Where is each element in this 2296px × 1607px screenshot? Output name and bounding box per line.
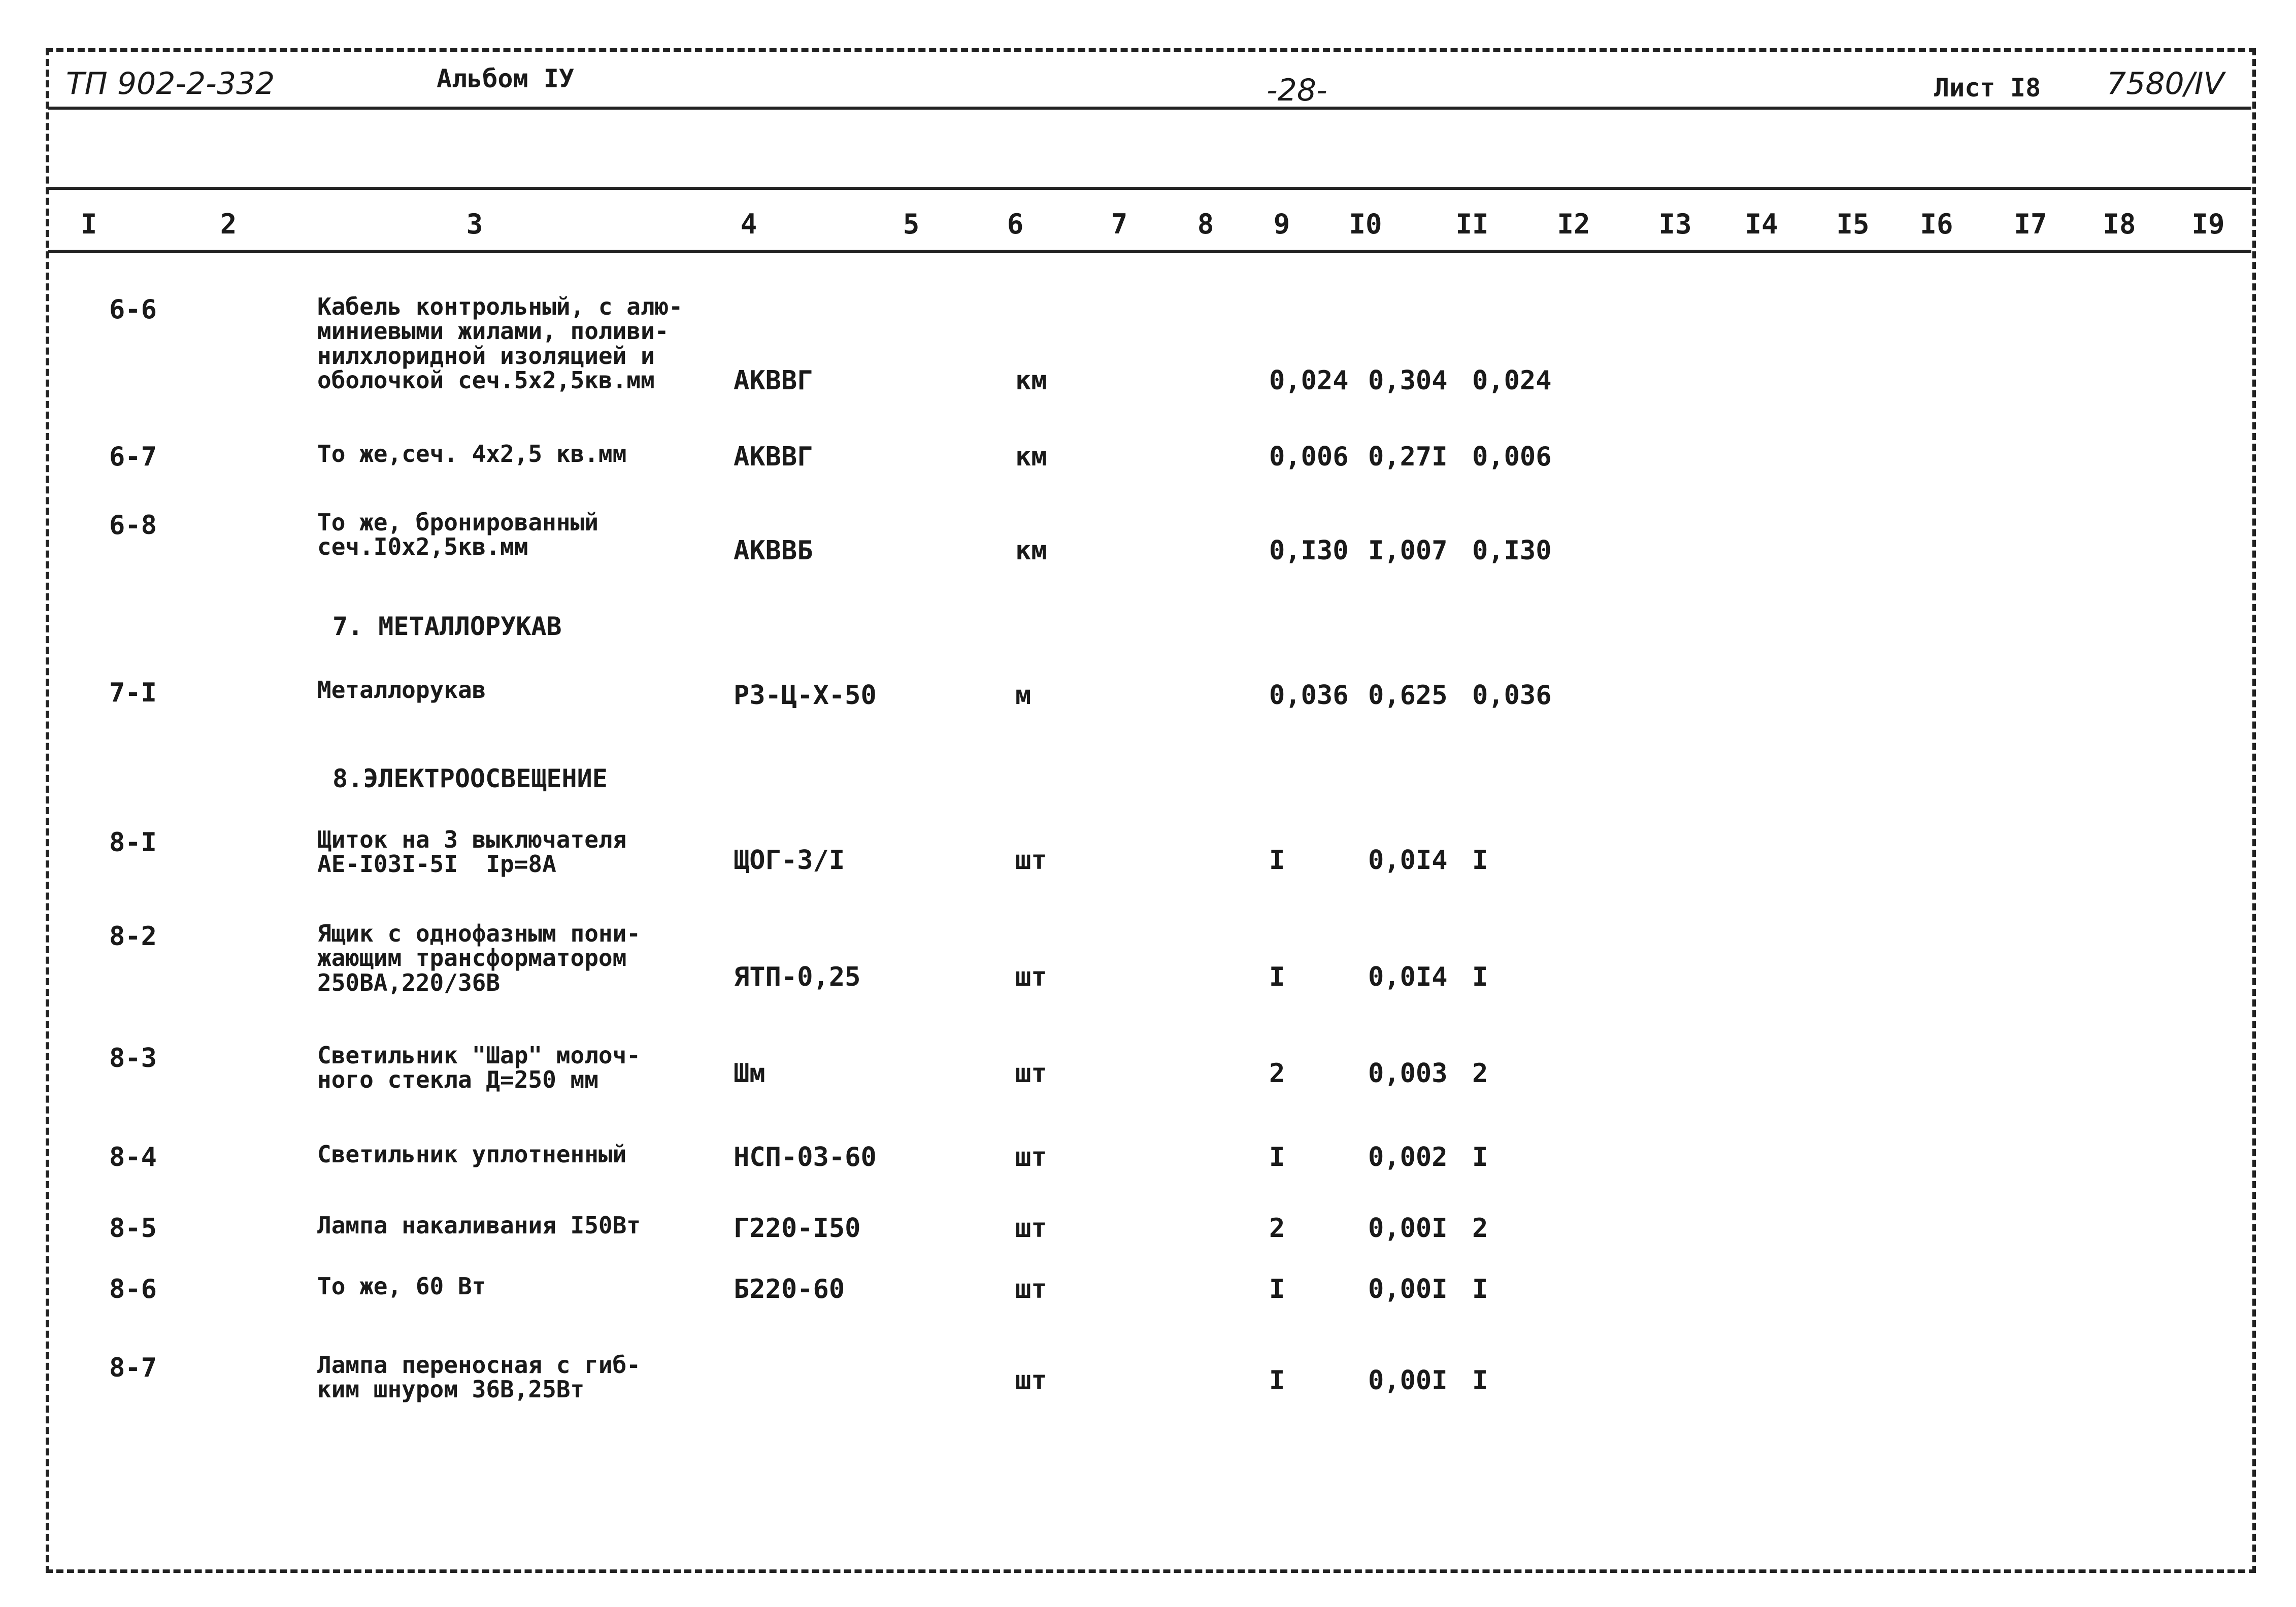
row-unit: км bbox=[1015, 365, 1047, 396]
row-unit: шт bbox=[1015, 1142, 1047, 1173]
column-number: 3 bbox=[466, 208, 483, 240]
column-number: 6 bbox=[1007, 208, 1024, 240]
row-col9: I bbox=[1269, 1142, 1285, 1173]
row-mark: АКВВГ bbox=[734, 365, 813, 396]
column-number: I2 bbox=[1557, 208, 1590, 240]
row-col9: I bbox=[1269, 1365, 1285, 1396]
column-number: I0 bbox=[1349, 208, 1382, 240]
row-code: 8-7 bbox=[109, 1353, 157, 1383]
row-description: Ящик с однофазным пони- жающим трансформатором 250ВА,220/36В bbox=[317, 920, 641, 996]
row-code: 8-2 bbox=[109, 921, 157, 952]
row-code: 8-5 bbox=[109, 1213, 157, 1244]
column-number: I6 bbox=[1920, 208, 1953, 240]
row-col9: I bbox=[1269, 1274, 1285, 1304]
row-unit: шт bbox=[1015, 845, 1047, 876]
row-col11: I bbox=[1472, 1142, 1488, 1173]
row-code: 8-3 bbox=[109, 1043, 157, 1074]
row-mark: ЯТП-0,25 bbox=[734, 962, 861, 992]
sheet-label: Лист bbox=[1934, 73, 1995, 103]
section-title-8: 8.ЭЛЕКТРООСВЕЩЕНИЕ bbox=[332, 764, 608, 793]
row-col9: 0,006 bbox=[1269, 442, 1349, 472]
row-description: То же, бронированный сеч.I0х2,5кв.мм bbox=[317, 509, 598, 561]
row-mark: ЩОГ-3/I bbox=[734, 845, 845, 876]
row-code: 8-6 bbox=[109, 1274, 157, 1304]
column-number: I3 bbox=[1658, 208, 1692, 240]
header-top-rule bbox=[48, 187, 2251, 190]
row-code: 8-4 bbox=[109, 1142, 157, 1173]
row-description: То же, 60 Вт bbox=[317, 1273, 486, 1300]
row-col10: 0,002 bbox=[1368, 1142, 1448, 1173]
row-code: 7-I bbox=[109, 678, 157, 708]
row-col9: 2 bbox=[1269, 1213, 1285, 1244]
row-col10: 0,0I4 bbox=[1368, 962, 1448, 992]
row-code: 8-I bbox=[109, 827, 157, 858]
row-col10: 0,00I bbox=[1368, 1213, 1448, 1244]
row-col11: 0,024 bbox=[1472, 365, 1552, 396]
row-col9: 0,024 bbox=[1269, 365, 1349, 396]
row-col10: 0,003 bbox=[1368, 1058, 1448, 1089]
column-number: 5 bbox=[903, 208, 920, 240]
row-col11: I bbox=[1472, 962, 1488, 992]
row-code: 6-7 bbox=[109, 442, 157, 472]
row-mark: Шм bbox=[734, 1058, 766, 1089]
row-col9: 0,036 bbox=[1269, 680, 1349, 711]
row-mark: АКВВБ bbox=[734, 535, 813, 566]
column-number: 7 bbox=[1111, 208, 1128, 240]
row-col10: 0,0I4 bbox=[1368, 845, 1448, 876]
outer-frame bbox=[46, 48, 2256, 1573]
row-description: Щиток на 3 выключателя АЕ-I03I-5I Iр=8А bbox=[317, 826, 627, 878]
column-number: I bbox=[80, 208, 97, 240]
section-title-7: 7. МЕТАЛЛОРУКАВ bbox=[332, 612, 562, 641]
row-unit: шт bbox=[1015, 1213, 1047, 1244]
row-col11: I bbox=[1472, 1274, 1488, 1304]
row-col11: 0,036 bbox=[1472, 680, 1552, 711]
row-unit: шт bbox=[1015, 1365, 1047, 1396]
row-mark: АКВВГ bbox=[734, 442, 813, 472]
row-col9: I bbox=[1269, 845, 1285, 876]
row-mark: Г220-I50 bbox=[734, 1213, 861, 1244]
row-mark: Р3-Ц-Х-50 bbox=[734, 680, 877, 711]
row-description: Лампа переносная с гиб- ким шнуром 36В,25Вт bbox=[317, 1351, 641, 1403]
row-unit: м bbox=[1015, 680, 1031, 711]
row-description: Лампа накаливания I50Вт bbox=[317, 1212, 641, 1239]
row-mark: Б220-60 bbox=[734, 1274, 845, 1304]
row-col11: 0,I30 bbox=[1472, 535, 1552, 566]
row-col11: I bbox=[1472, 845, 1488, 876]
doc-code: ТП 902-2-332 bbox=[66, 66, 275, 102]
header-bottom-rule bbox=[48, 250, 2251, 253]
row-unit: шт bbox=[1015, 1058, 1047, 1089]
row-description: Светильник уплотненный bbox=[317, 1141, 627, 1168]
column-number: II bbox=[1455, 208, 1489, 240]
column-number: 8 bbox=[1197, 208, 1214, 240]
sheet-number: I8 bbox=[2010, 73, 2041, 103]
column-number: I7 bbox=[2014, 208, 2047, 240]
row-col10: 0,00I bbox=[1368, 1274, 1448, 1304]
album-label: Альбом IУ bbox=[437, 64, 574, 93]
column-number: 4 bbox=[740, 208, 757, 240]
row-col10: I,007 bbox=[1368, 535, 1448, 566]
row-unit: км bbox=[1015, 442, 1047, 472]
row-description: Кабель контрольный, с алю- миниевыми жилами, поливи- нилхлоридной изоляцией и оболочкой сеч.5х2,5кв.мм bbox=[317, 293, 683, 394]
column-number: I8 bbox=[2103, 208, 2136, 240]
row-col11: 2 bbox=[1472, 1058, 1488, 1089]
row-col10: 0,00I bbox=[1368, 1365, 1448, 1396]
column-number: I5 bbox=[1836, 208, 1870, 240]
row-unit: шт bbox=[1015, 962, 1047, 992]
title-rule bbox=[48, 107, 2251, 110]
row-code: 6-6 bbox=[109, 294, 157, 325]
row-col11: 0,006 bbox=[1472, 442, 1552, 472]
column-number: 2 bbox=[220, 208, 237, 240]
row-col9: 0,I30 bbox=[1269, 535, 1349, 566]
row-description: Металлорукав bbox=[317, 676, 486, 704]
row-description: То же,сеч. 4х2,5 кв.мм bbox=[317, 440, 627, 467]
row-col11: I bbox=[1472, 1365, 1488, 1396]
row-col11: 2 bbox=[1472, 1213, 1488, 1244]
row-mark: НСП-03-60 bbox=[734, 1142, 877, 1173]
row-col10: 0,625 bbox=[1368, 680, 1448, 711]
inventory-number: 7580/IV bbox=[2107, 66, 2224, 102]
column-number: I9 bbox=[2191, 208, 2225, 240]
column-number: I4 bbox=[1745, 208, 1778, 240]
column-number: 9 bbox=[1273, 208, 1290, 240]
row-col9: I bbox=[1269, 962, 1285, 992]
row-unit: шт bbox=[1015, 1274, 1047, 1304]
row-col10: 0,27I bbox=[1368, 442, 1448, 472]
row-unit: км bbox=[1015, 535, 1047, 566]
row-col9: 2 bbox=[1269, 1058, 1285, 1089]
page-number: -28- bbox=[1267, 73, 1327, 108]
row-col10: 0,304 bbox=[1368, 365, 1448, 396]
row-description: Светильник "Шар" молоч- ного стекла Д=250 мм bbox=[317, 1042, 641, 1094]
row-code: 6-8 bbox=[109, 510, 157, 541]
